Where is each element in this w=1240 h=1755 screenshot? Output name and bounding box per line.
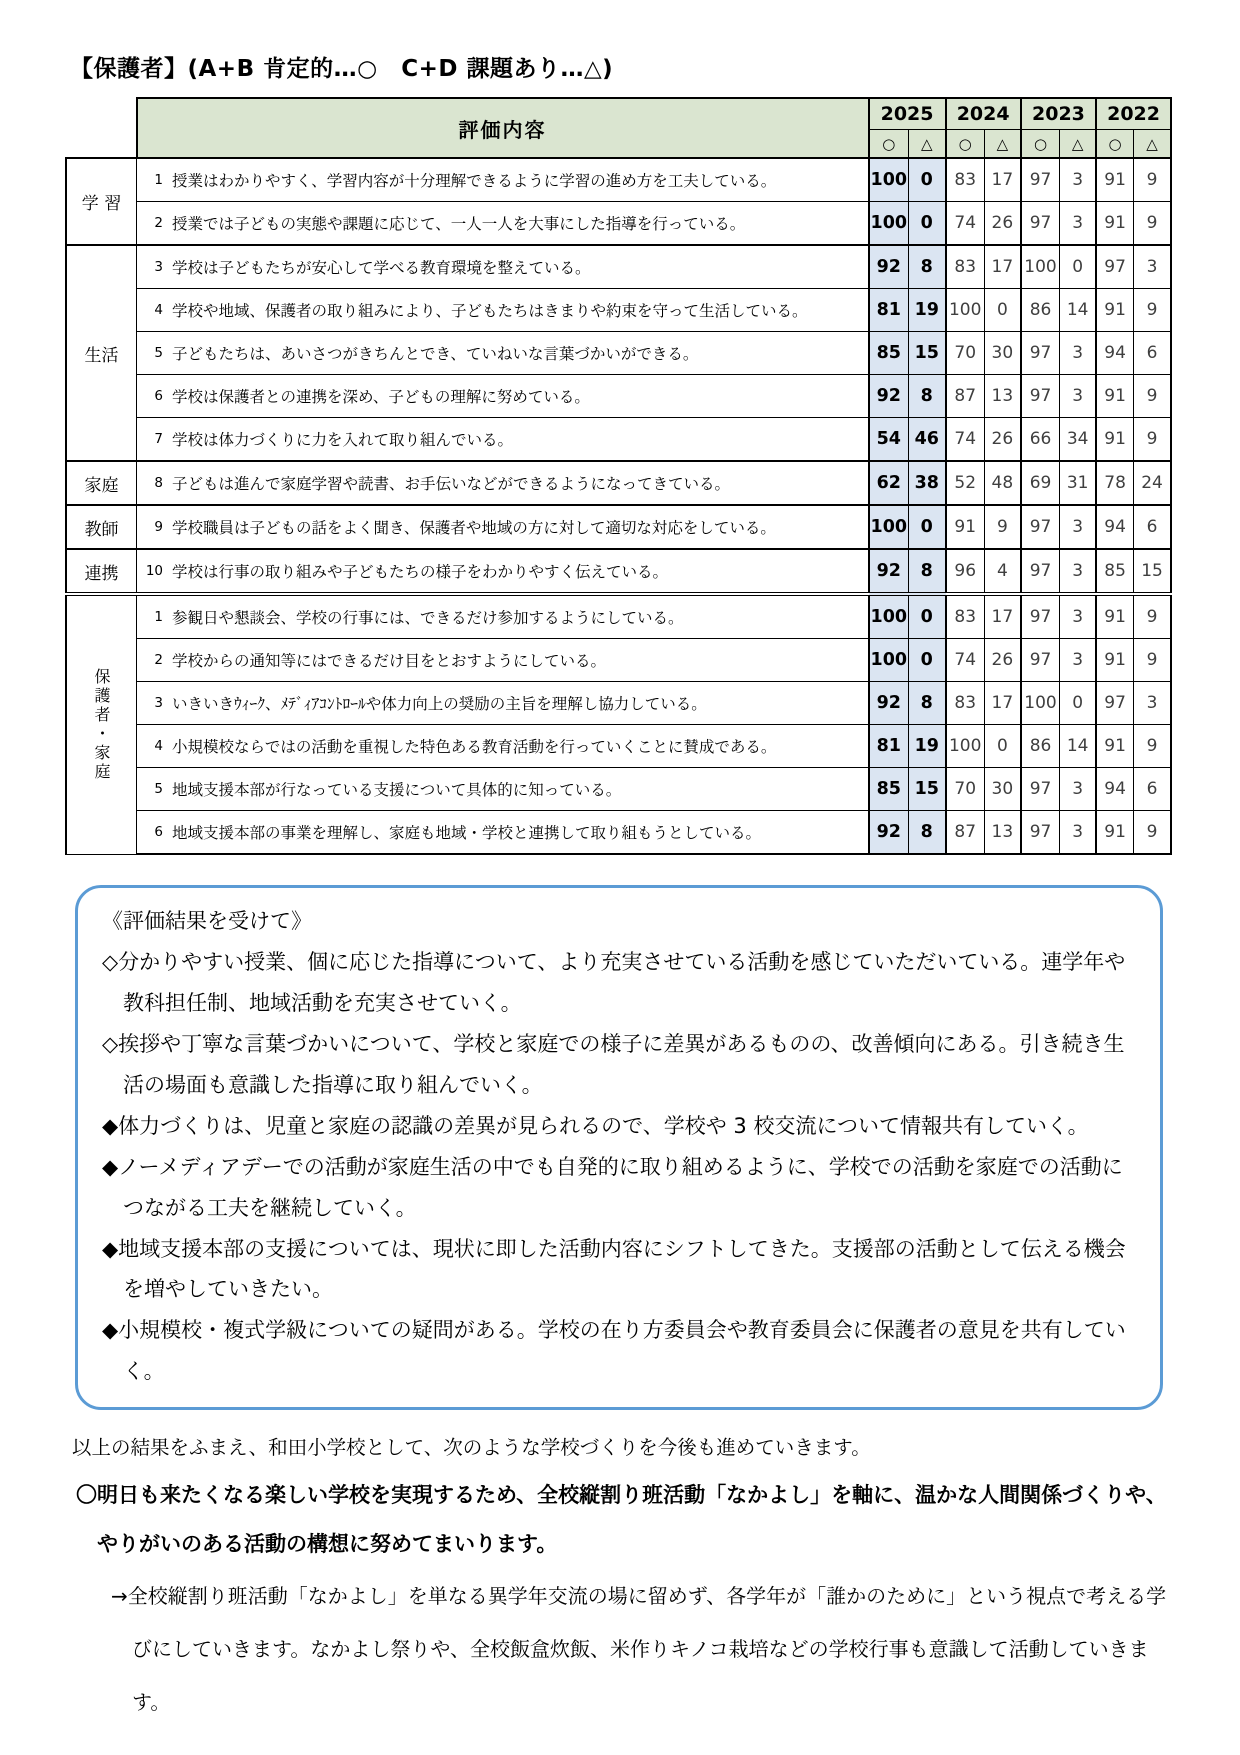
item-inner <box>141 778 864 800</box>
value-cell: 3 <box>1060 332 1096 375</box>
value-cell: 0 <box>908 202 945 246</box>
table-row <box>66 418 1171 462</box>
positive-symbol-header: ○ <box>946 130 985 159</box>
issue-symbol-header: △ <box>908 130 945 159</box>
item-cell <box>137 811 869 855</box>
item-text: 学校職員は子どもの話をよく聞き、保護者や地域の方に対して適切な対応をしている。 <box>172 519 776 537</box>
item-number: 1 <box>154 172 163 188</box>
value-cell: 17 <box>984 594 1020 639</box>
value-cell: 31 <box>1060 461 1096 505</box>
value-cell: 74 <box>946 639 985 682</box>
issue-symbol-header: △ <box>984 130 1020 159</box>
value-cell: 78 <box>1096 461 1133 505</box>
item-text: 子どもは進んで家庭学習や読書、お手伝いなどができるようになってきている。 <box>172 475 731 493</box>
value-cell: 54 <box>869 418 909 462</box>
item-cell <box>137 725 869 768</box>
value-cell: 3 <box>1060 639 1096 682</box>
value-cell: 0 <box>908 594 945 639</box>
value-cell: 19 <box>908 725 945 768</box>
value-cell: 92 <box>869 549 909 594</box>
value-cell: 91 <box>1096 202 1133 246</box>
summary-text: 地域支援本部の支援については、現状に即した活動内容にシフトしてきた。支援部の活動として伝える機会を増やしていきたい。 <box>118 1236 1126 1302</box>
value-cell: 97 <box>1096 682 1133 725</box>
table-row <box>66 768 1171 811</box>
group-label: 連携 <box>66 549 137 594</box>
summary-item <box>102 1024 1136 1106</box>
value-cell: 3 <box>1060 505 1096 549</box>
value-cell: 100 <box>869 594 909 639</box>
item-number: 10 <box>145 563 163 579</box>
item-number: 3 <box>154 695 163 711</box>
value-cell: 46 <box>908 418 945 462</box>
value-cell: 15 <box>1134 549 1171 594</box>
positive-symbol-header: ○ <box>1096 130 1133 159</box>
value-cell: 91 <box>1096 375 1133 418</box>
item-number: 1 <box>154 609 163 625</box>
item-number: 4 <box>154 738 163 754</box>
value-cell: 94 <box>1096 332 1133 375</box>
table-row <box>66 594 1171 639</box>
item-number: 5 <box>154 781 163 797</box>
value-cell: 83 <box>946 158 985 202</box>
value-cell: 8 <box>908 682 945 725</box>
table-row <box>66 461 1171 505</box>
value-cell: 81 <box>869 289 909 332</box>
group-label: 保護者・家庭 <box>66 594 137 854</box>
item-inner <box>141 516 864 538</box>
closing-policy <box>76 1471 1172 1568</box>
value-cell: 30 <box>984 332 1020 375</box>
value-cell: 0 <box>984 725 1020 768</box>
value-cell: 3 <box>1060 768 1096 811</box>
item-number: 8 <box>154 475 163 491</box>
value-cell: 8 <box>908 549 945 594</box>
item-inner <box>141 256 864 278</box>
value-cell: 91 <box>1096 289 1133 332</box>
value-cell: 48 <box>984 461 1020 505</box>
item-inner <box>141 735 864 757</box>
table-row <box>66 245 1171 289</box>
value-cell: 91 <box>1096 158 1133 202</box>
positive-symbol-header: ○ <box>869 130 909 159</box>
item-text: 授業では子どもの実態や課題に応じて、一人一人を大事にした指導を行っている。 <box>172 215 746 233</box>
closing-intro: 以上の結果をふまえ、和田小学校として、次のような学校づくりを今後も進めていきます。 <box>72 1436 871 1460</box>
item-inner <box>141 212 864 234</box>
bullet-marker: ◇ <box>102 949 119 974</box>
item-text: 学校は行事の取り組みや子どもたちの様子をわかりやすく伝えている。 <box>172 563 669 581</box>
value-cell: 91 <box>1096 594 1133 639</box>
item-text: 授業はわかりやすく、学習内容が十分理解できるように学習の進め方を工夫している。 <box>172 172 777 190</box>
summary-text: ノーメディアデーでの活動が家庭生活の中でも自発的に取り組めるように、学校での活動を家庭での活動につながる工夫を継続していく。 <box>118 1154 1123 1220</box>
item-cell <box>137 158 869 202</box>
table-row <box>66 375 1171 418</box>
value-cell: 34 <box>1060 418 1096 462</box>
value-cell: 4 <box>984 549 1020 594</box>
item-inner <box>141 692 864 714</box>
policy-text: 明日も来たくなる楽しい学校を実現するため、全校縦割り班活動「なかよし」を軸に、温かな人間関係づくりや、やりがいのある活動の構想に努めてまいります。 <box>97 1483 1167 1556</box>
value-cell: 3 <box>1060 594 1096 639</box>
value-cell: 91 <box>1096 811 1133 855</box>
item-number: 2 <box>154 215 163 231</box>
value-cell: 92 <box>869 682 909 725</box>
value-cell: 97 <box>1021 158 1060 202</box>
item-cell <box>137 245 869 289</box>
summary-item <box>102 1106 1136 1147</box>
value-cell: 0 <box>1060 245 1096 289</box>
evaluation-table-header <box>66 98 1171 158</box>
bullet-marker: ◆ <box>102 1236 119 1261</box>
item-cell <box>137 639 869 682</box>
value-cell: 85 <box>869 768 909 811</box>
item-cell <box>137 332 869 375</box>
value-cell: 91 <box>1096 725 1133 768</box>
value-cell: 13 <box>984 375 1020 418</box>
item-cell <box>137 594 869 639</box>
value-cell: 13 <box>984 811 1020 855</box>
year-header: 2023 <box>1021 98 1096 130</box>
item-inner <box>141 342 864 364</box>
item-inner <box>141 606 864 628</box>
value-cell: 30 <box>984 768 1020 811</box>
item-cell <box>137 549 869 594</box>
item-number: 5 <box>154 345 163 361</box>
item-cell <box>137 682 869 725</box>
table-row <box>66 811 1171 855</box>
value-cell: 100 <box>1021 245 1060 289</box>
item-inner <box>141 299 864 321</box>
value-cell: 87 <box>946 375 985 418</box>
value-cell: 100 <box>946 725 985 768</box>
issue-symbol-header: △ <box>1060 130 1096 159</box>
value-cell: 87 <box>946 811 985 855</box>
value-cell: 97 <box>1021 594 1060 639</box>
value-cell: 26 <box>984 202 1020 246</box>
issue-symbol-header: △ <box>1134 130 1171 159</box>
value-cell: 14 <box>1060 289 1096 332</box>
value-cell: 91 <box>1096 639 1133 682</box>
value-cell: 9 <box>1134 158 1171 202</box>
value-cell: 62 <box>869 461 909 505</box>
summary-text: 小規模校・複式学級についての疑問がある。学校の在り方委員会や教育委員会に保護者の意見を共有していく。 <box>118 1318 1126 1384</box>
value-cell: 9 <box>1134 375 1171 418</box>
value-cell: 100 <box>869 202 909 246</box>
summary-box <box>75 885 1163 1410</box>
item-cell <box>137 461 869 505</box>
value-cell: 66 <box>1021 418 1060 462</box>
value-cell: 100 <box>869 158 909 202</box>
positive-symbol-header: ○ <box>1021 130 1060 159</box>
summary-text: 分かりやすい授業、個に応じた指導について、より充実させている活動を感じていただいている。連学年や教科担任制、地域活動を充実させていく。 <box>118 949 1126 1015</box>
value-cell: 83 <box>946 594 985 639</box>
value-cell: 100 <box>946 289 985 332</box>
item-text: 学校や地域、保護者の取り組みにより、子どもたちはきまりや約束を守って生活している。 <box>172 302 808 320</box>
value-cell: 70 <box>946 768 985 811</box>
value-cell: 52 <box>946 461 985 505</box>
item-number: 6 <box>154 824 163 840</box>
value-cell: 0 <box>908 505 945 549</box>
value-cell: 97 <box>1021 505 1060 549</box>
value-cell: 14 <box>1060 725 1096 768</box>
value-cell: 0 <box>984 289 1020 332</box>
value-cell: 0 <box>908 639 945 682</box>
value-cell: 3 <box>1060 158 1096 202</box>
evaluation-table <box>65 97 1172 855</box>
page-title: 【保護者】(A+B 肯定的…○ C+D 課題あり…△) <box>70 56 614 82</box>
value-cell: 3 <box>1134 245 1171 289</box>
value-cell: 94 <box>1096 505 1133 549</box>
value-cell: 3 <box>1060 202 1096 246</box>
value-cell: 26 <box>984 639 1020 682</box>
item-inner <box>141 169 864 191</box>
item-number: 7 <box>154 431 163 447</box>
detail-marker: → <box>111 1584 128 1609</box>
value-cell: 91 <box>1096 418 1133 462</box>
year-header: 2024 <box>946 98 1021 130</box>
value-cell: 17 <box>984 245 1020 289</box>
item-number: 6 <box>154 388 163 404</box>
item-text: 学校は子どもたちが安心して学べる教育環境を整えている。 <box>172 259 591 277</box>
value-cell: 91 <box>946 505 985 549</box>
evaluation-table-body <box>66 158 1171 854</box>
value-cell: 83 <box>946 682 985 725</box>
value-cell: 69 <box>1021 461 1060 505</box>
value-cell: 74 <box>946 202 985 246</box>
item-inner <box>141 385 864 407</box>
bullet-marker: ◆ <box>102 1318 119 1343</box>
value-cell: 97 <box>1021 811 1060 855</box>
value-cell: 97 <box>1021 375 1060 418</box>
item-text: 学校からの通知等にはできるだけ目をとおすようにしている。 <box>172 652 607 670</box>
item-inner <box>141 472 864 494</box>
value-cell: 92 <box>869 375 909 418</box>
bullet-marker: ◆ <box>102 1154 119 1179</box>
table-row <box>66 202 1171 246</box>
value-cell: 9 <box>1134 202 1171 246</box>
value-cell: 9 <box>984 505 1020 549</box>
value-cell: 0 <box>908 158 945 202</box>
table-row <box>66 505 1171 549</box>
item-inner <box>141 821 864 843</box>
header-row-years <box>66 98 1171 130</box>
value-cell: 9 <box>1134 418 1171 462</box>
value-cell: 94 <box>1096 768 1133 811</box>
value-cell: 3 <box>1060 549 1096 594</box>
value-cell: 24 <box>1134 461 1171 505</box>
value-cell: 15 <box>908 768 945 811</box>
item-text: 参観日や懇談会、学校の行事には、できるだけ参加するようにしている。 <box>172 609 684 627</box>
value-cell: 3 <box>1060 811 1096 855</box>
summary-text: 挨拶や丁寧な言葉づかいについて、学校と家庭での様子に差異があるものの、改善傾向にある。引き続き生活の場面も意識した指導に取り組んでいく。 <box>118 1031 1125 1097</box>
value-cell: 6 <box>1134 505 1171 549</box>
item-number: 9 <box>154 519 163 535</box>
year-header: 2022 <box>1096 98 1171 130</box>
value-cell: 15 <box>908 332 945 375</box>
value-cell: 86 <box>1021 289 1060 332</box>
group-label: 生活 <box>66 245 137 461</box>
value-cell: 6 <box>1134 768 1171 811</box>
item-inner <box>141 428 864 450</box>
value-cell: 9 <box>1134 811 1171 855</box>
value-cell: 92 <box>869 245 909 289</box>
summary-item <box>102 1229 1136 1311</box>
table-row <box>66 158 1171 202</box>
item-cell <box>137 505 869 549</box>
policy-marker: 〇 <box>76 1483 97 1508</box>
value-cell: 70 <box>946 332 985 375</box>
item-text: 子どもたちは、あいさつがきちんとでき、ていねいな言葉づかいができる。 <box>172 345 699 363</box>
value-cell: 100 <box>869 505 909 549</box>
summary-text: 体力づくりは、児童と家庭の認識の差異が見られるので、学校や 3 校交流について情報共有していく。 <box>118 1113 1089 1138</box>
item-text: 学校は保護者との連携を深め、子どもの理解に努めている。 <box>172 388 590 406</box>
bullet-marker: ◇ <box>102 1031 119 1056</box>
item-text: いきいきｳｨｰｸ、ﾒﾃﾞｨｱｺﾝﾄﾛｰﾙや体力向上の奨励の主旨を理解し協力している。 <box>172 695 707 713</box>
value-cell: 97 <box>1021 332 1060 375</box>
value-cell: 9 <box>1134 725 1171 768</box>
value-cell: 38 <box>908 461 945 505</box>
summary-item <box>102 1310 1136 1392</box>
value-cell: 92 <box>869 811 909 855</box>
value-cell: 74 <box>946 418 985 462</box>
value-cell: 9 <box>1134 594 1171 639</box>
value-cell: 100 <box>1021 682 1060 725</box>
item-cell <box>137 289 869 332</box>
item-number: 3 <box>154 259 163 275</box>
value-cell: 97 <box>1096 245 1133 289</box>
value-cell: 8 <box>908 375 945 418</box>
value-cell: 19 <box>908 289 945 332</box>
item-cell <box>137 202 869 246</box>
value-cell: 97 <box>1021 202 1060 246</box>
value-cell: 26 <box>984 418 1020 462</box>
item-text: 地域支援本部が行なっている支援について具体的に知っている。 <box>172 781 622 799</box>
value-cell: 0 <box>1060 682 1096 725</box>
value-cell: 6 <box>1134 332 1171 375</box>
value-cell: 97 <box>1021 768 1060 811</box>
summary-items <box>102 942 1136 1392</box>
value-cell: 86 <box>1021 725 1060 768</box>
header-spacer <box>66 98 137 158</box>
group-label: 家庭 <box>66 461 137 505</box>
value-cell: 100 <box>869 639 909 682</box>
item-text: 地域支援本部の事業を理解し、家庭も地域・学校と連携して取り組もうとしている。 <box>172 824 762 842</box>
value-cell: 85 <box>869 332 909 375</box>
item-cell <box>137 418 869 462</box>
value-cell: 3 <box>1060 375 1096 418</box>
value-cell: 97 <box>1021 549 1060 594</box>
table-row <box>66 332 1171 375</box>
summary-heading: 《評価結果を受けて》 <box>102 909 312 933</box>
value-cell: 8 <box>908 245 945 289</box>
summary-item <box>102 942 1136 1024</box>
value-cell: 17 <box>984 682 1020 725</box>
table-row <box>66 639 1171 682</box>
group-label: 教師 <box>66 505 137 549</box>
table-row <box>66 549 1171 594</box>
value-cell: 9 <box>1134 639 1171 682</box>
summary-item <box>102 1147 1136 1229</box>
value-cell: 83 <box>946 245 985 289</box>
detail-text: 全校縦割り班活動「なかよし」を単なる異学年交流の場に留めず、各学年が「誰かのために」という視点で考える学びにしていきます。なかよし祭りや、全校飯盒炊飯、米作りキノコ栽培などの学校行事も意識して活動していきます。 <box>127 1584 1167 1715</box>
value-cell: 97 <box>1021 639 1060 682</box>
item-text: 学校は体力づくりに力を入れて取り組んでいる。 <box>172 431 514 449</box>
item-cell <box>137 375 869 418</box>
table-row <box>66 725 1171 768</box>
value-cell: 85 <box>1096 549 1133 594</box>
value-cell: 3 <box>1134 682 1171 725</box>
closing-detail <box>70 1570 1172 1729</box>
value-cell: 81 <box>869 725 909 768</box>
year-header: 2025 <box>869 98 946 130</box>
value-cell: 8 <box>908 811 945 855</box>
item-number: 2 <box>154 652 163 668</box>
item-text: 小規模校ならではの活動を重視した特色ある教育活動を行っていくことに賛成である。 <box>172 738 777 756</box>
item-cell <box>137 768 869 811</box>
item-number: 4 <box>154 302 163 318</box>
content-header: 評価内容 <box>137 98 869 158</box>
value-cell: 9 <box>1134 289 1171 332</box>
value-cell: 96 <box>946 549 985 594</box>
bullet-marker: ◆ <box>102 1113 119 1138</box>
table-row <box>66 682 1171 725</box>
closing-section <box>70 1432 1172 1729</box>
table-row <box>66 289 1171 332</box>
value-cell: 17 <box>984 158 1020 202</box>
item-inner <box>141 649 864 671</box>
item-inner <box>141 560 864 582</box>
group-label: 学 習 <box>66 158 137 245</box>
